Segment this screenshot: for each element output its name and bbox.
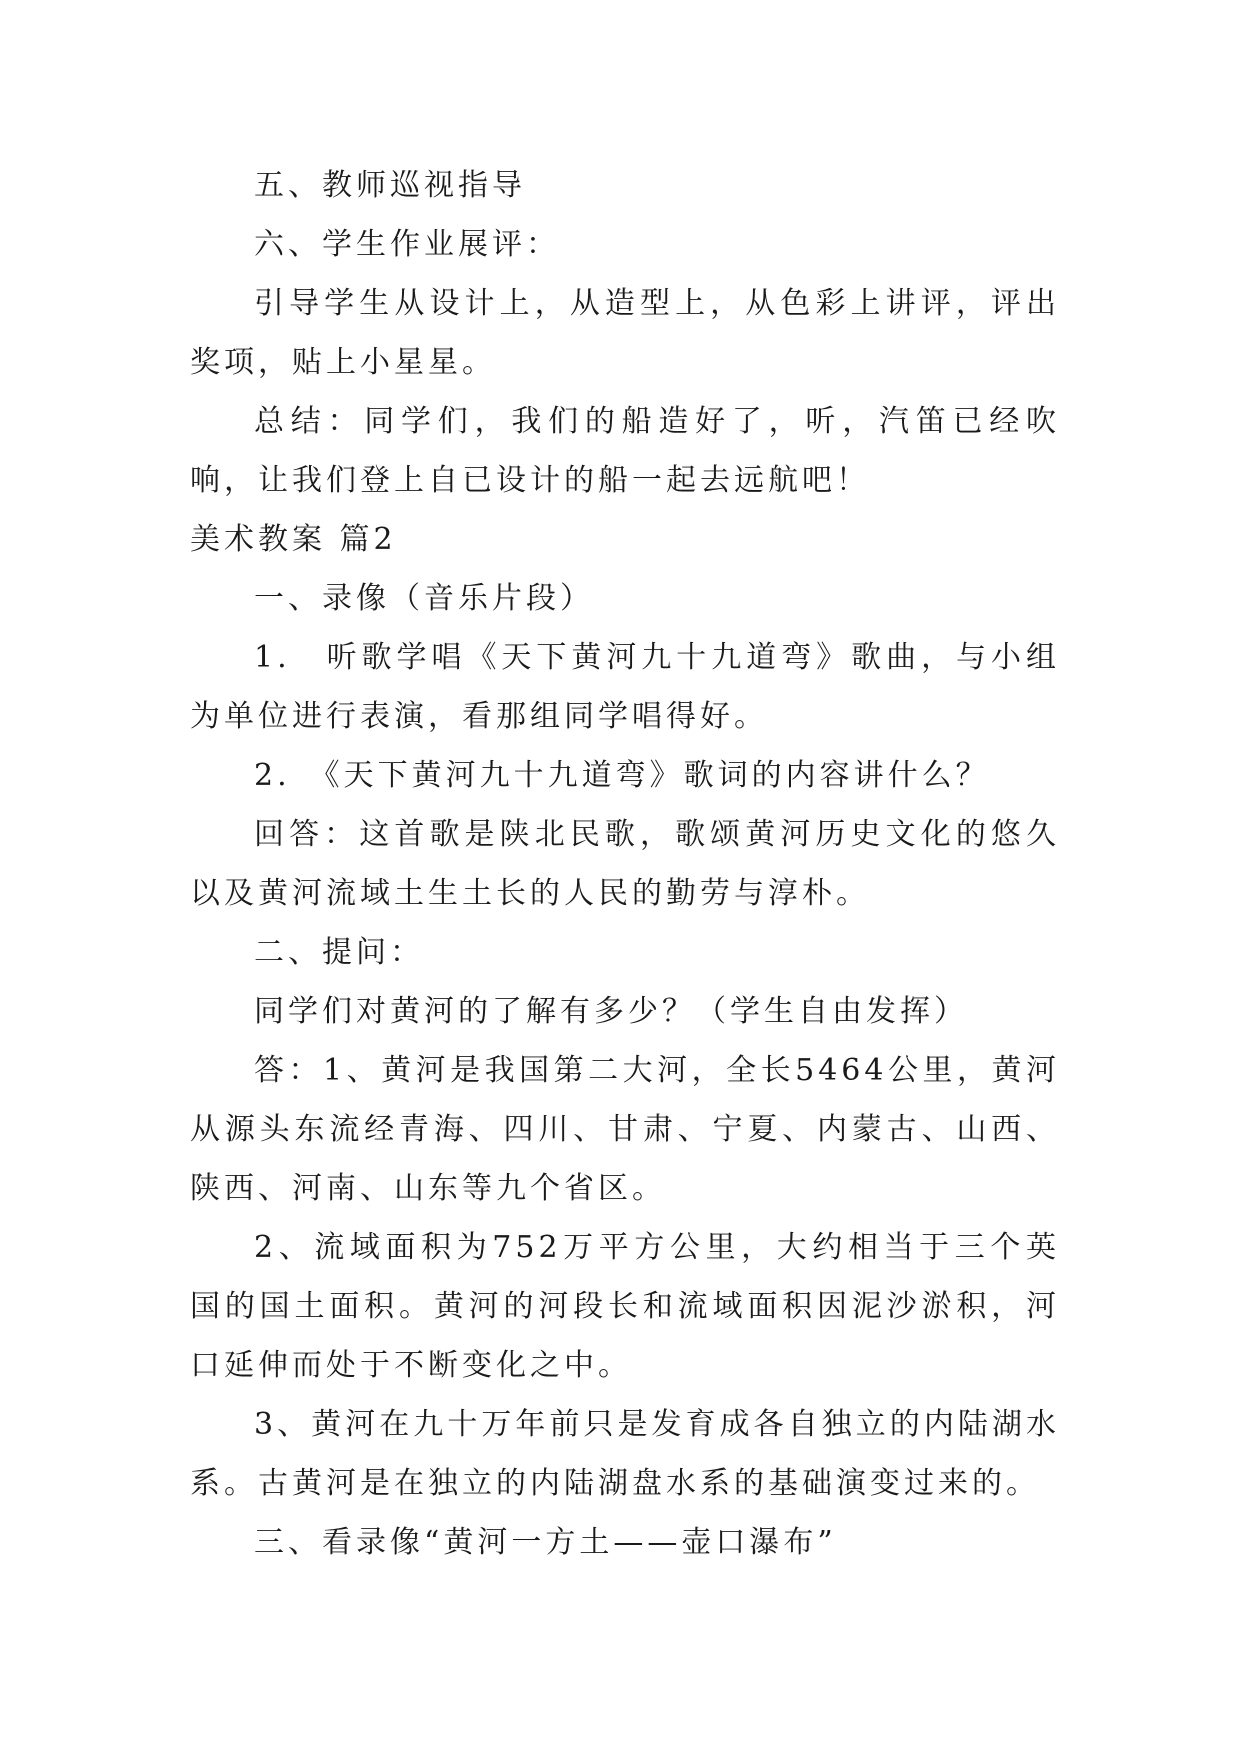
- document-body: [190, 156, 1060, 1572]
- paragraph-review-guidance: 引导学生从设计上，从造型上，从色彩上讲评，评出奖项，贴上小星星。: [190, 286, 1060, 380]
- paragraph-fact-2: 2、流域面积为752万平方公里，大约相当于三个英国的国土面积。黄河的河段长和流域面积因泥沙淤积，河口延伸而处于不断变化之中。: [190, 1230, 1060, 1383]
- paragraph-fact-1: 答：1、黄河是我国第二大河，全长5464公里，黄河从源头东流经青海、四川、甘肃、宁夏、内蒙古、山西、陕西、河南、山东等九个省区。: [190, 1053, 1060, 1206]
- paragraph-fact-3: 3、黄河在九十万年前只是发育成各自独立的内陆湖水系。古黄河是在独立的内陆湖盘水系的基础演变过来的。: [190, 1407, 1060, 1501]
- paragraph-answer: 回答：这首歌是陕北民歌，歌颂黄河历史文化的悠久以及黄河流域土生土长的人民的勤劳与淳朴。: [190, 817, 1060, 911]
- section-heading-video: 一、录像（音乐片段）: [254, 581, 594, 616]
- paragraph-item-2: 2. 《天下黄河九十九道弯》歌词的内容讲什么？: [254, 758, 990, 793]
- section-heading-student-work-review: 六、学生作业展评：: [254, 227, 560, 262]
- lesson-plan-title: 美术教案 篇2: [190, 522, 397, 557]
- paragraph-summary: 总结：同学们，我们的船造好了，听，汽笛已经吹响，让我们登上自已设计的船一起去远航吧！: [190, 404, 1060, 498]
- section-heading-watch-video: 三、看录像“黄河一方土——壶口瀑布”: [254, 1525, 837, 1560]
- section-heading-teacher-guidance: 五、教师巡视指导: [254, 168, 526, 203]
- paragraph-question: 同学们对黄河的了解有多少？（学生自由发挥）: [254, 994, 968, 1029]
- section-heading-questions: 二、提问：: [254, 935, 424, 970]
- paragraph-item-1: 1. 听歌学唱《天下黄河九十九道弯》歌曲，与小组为单位进行表演，看那组同学唱得好。: [190, 640, 1060, 734]
